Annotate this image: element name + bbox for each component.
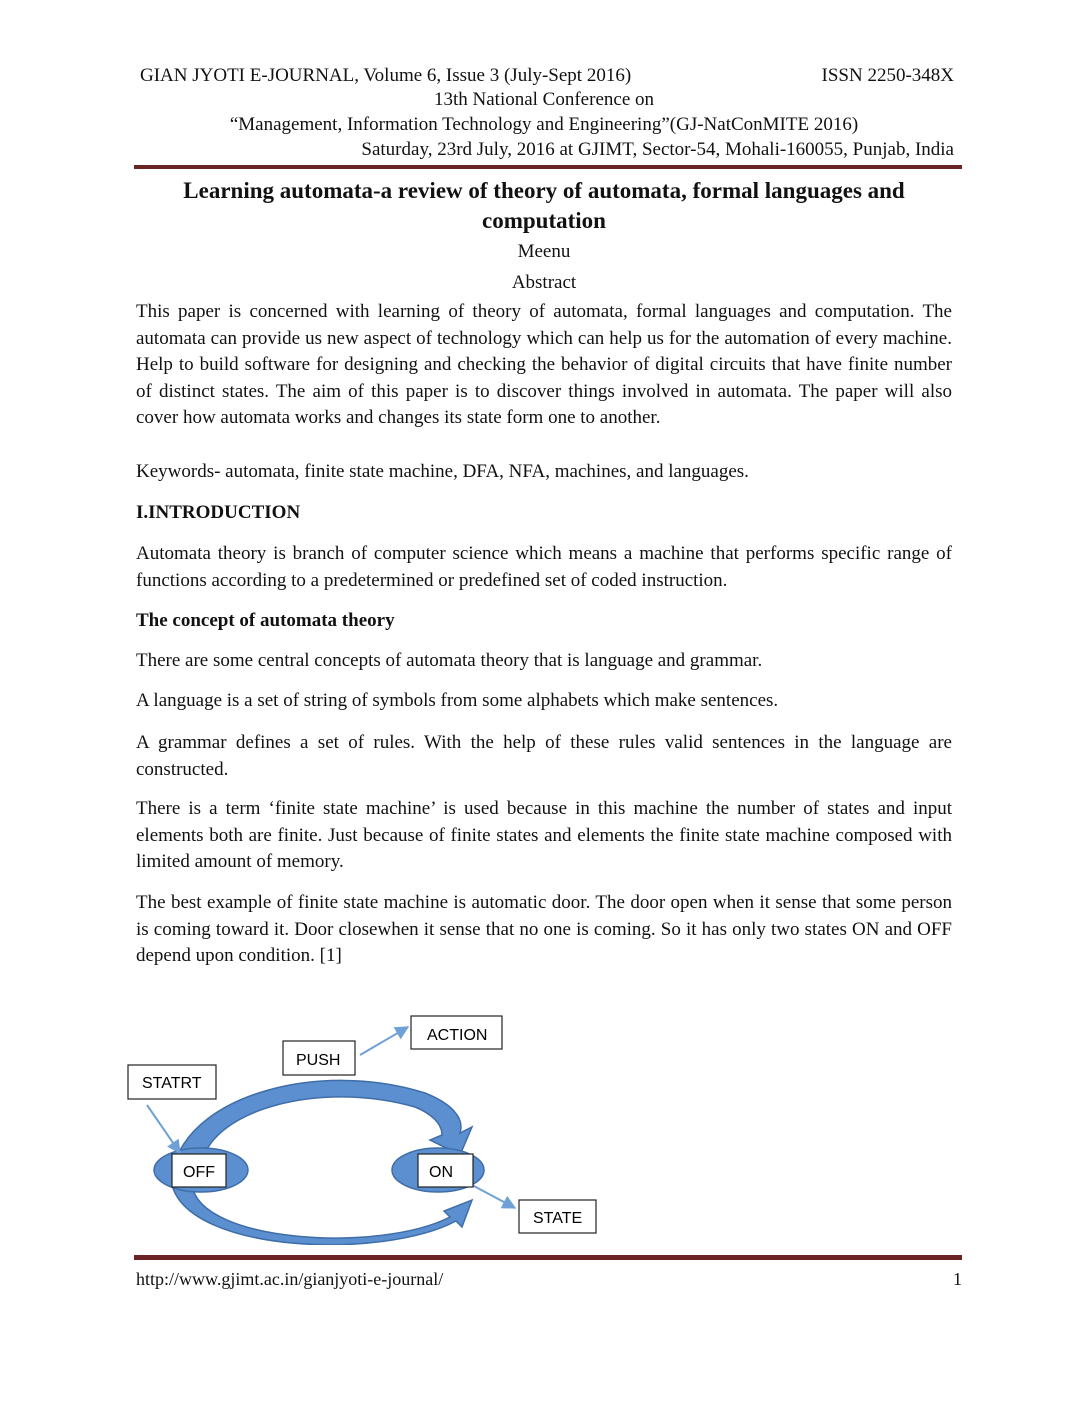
transition-return-band <box>172 1185 472 1245</box>
state-label: STATE <box>533 1210 583 1227</box>
concept-paragraph-4: There is a term ‘finite state machine’ is used because in this machine the number of states and input elements both are finite. Just because of finite states and elements the finite state machine composed with limited amount of memory. <box>136 798 952 872</box>
issn: ISSN 2250-348X <box>821 65 954 86</box>
concept-paragraph-3: A grammar defines a set of rules. With the help of these rules valid sentences in the language are constructed. <box>136 732 952 780</box>
action-arrow <box>360 1027 408 1055</box>
section-heading-introduction: I.INTRODUCTION <box>136 502 301 523</box>
journal-title: GIAN JYOTI E-JOURNAL, Volume 6, Issue 3 (July-Sept 2016) <box>140 65 632 86</box>
page-number: 1 <box>953 1269 962 1289</box>
section-heading-concept: The concept of automata theory <box>136 610 395 631</box>
on-label: ON <box>429 1164 453 1181</box>
author: Meenu <box>517 241 571 262</box>
concept-paragraph-5: The best example of finite state machine is automatic door. The door open when it sense that some person is coming toward it. Door closewhen it sense that no one is coming. So it has only two states ON and OFF depend upon condition. [1] <box>136 892 952 966</box>
push-label: PUSH <box>296 1052 341 1069</box>
off-label: OFF <box>183 1164 215 1181</box>
concept-paragraph-2: A language is a set of string of symbols from some alphabets which make sentences. <box>136 690 779 711</box>
footer-url[interactable]: http://www.gjimt.ac.in/gianjyoti-e-journal/ <box>136 1269 444 1289</box>
conference-date: Saturday, 23rd July, 2016 at GJIMT, Sector-54, Mohali-160055, Punjab, India <box>361 139 954 160</box>
action-label: ACTION <box>427 1027 488 1044</box>
header-rule <box>134 165 962 169</box>
paper-title: Learning automata-a review of theory of automata, formal languages and computation <box>183 178 905 233</box>
state-diagram <box>120 1005 620 1245</box>
keywords: Keywords- automata, finite state machine, DFA, NFA, machines, and languages. <box>136 461 749 482</box>
start-label: STATRT <box>142 1075 202 1092</box>
conference-line: 13th National Conference on <box>433 89 654 110</box>
start-arrow <box>147 1105 180 1153</box>
state-arrow <box>472 1185 515 1208</box>
conference-name: “Management, Information Technology and Engineering”(GJ-NatConMITE 2016) <box>229 114 859 135</box>
introduction-paragraph: Automata theory is branch of computer science which means a machine that performs specific range of functions according to a predetermined or predefined set of coded instruction. <box>136 543 952 591</box>
abstract-text: This paper is concerned with learning of theory of automata, formal languages and computation. The automata can provide us new aspect of technology which can help us for the automation of every machine. Help to build software for designing and checking the behavior of digital circuits that have finite number of distinct states. The aim of this paper is to discover things involved in automata. The paper will also cover how automata works and changes its state form one to another. <box>136 301 952 428</box>
abstract-heading: Abstract <box>511 272 577 293</box>
concept-paragraph-1: There are some central concepts of automata theory that is language and grammar. <box>136 650 763 671</box>
footer-rule <box>134 1255 962 1260</box>
